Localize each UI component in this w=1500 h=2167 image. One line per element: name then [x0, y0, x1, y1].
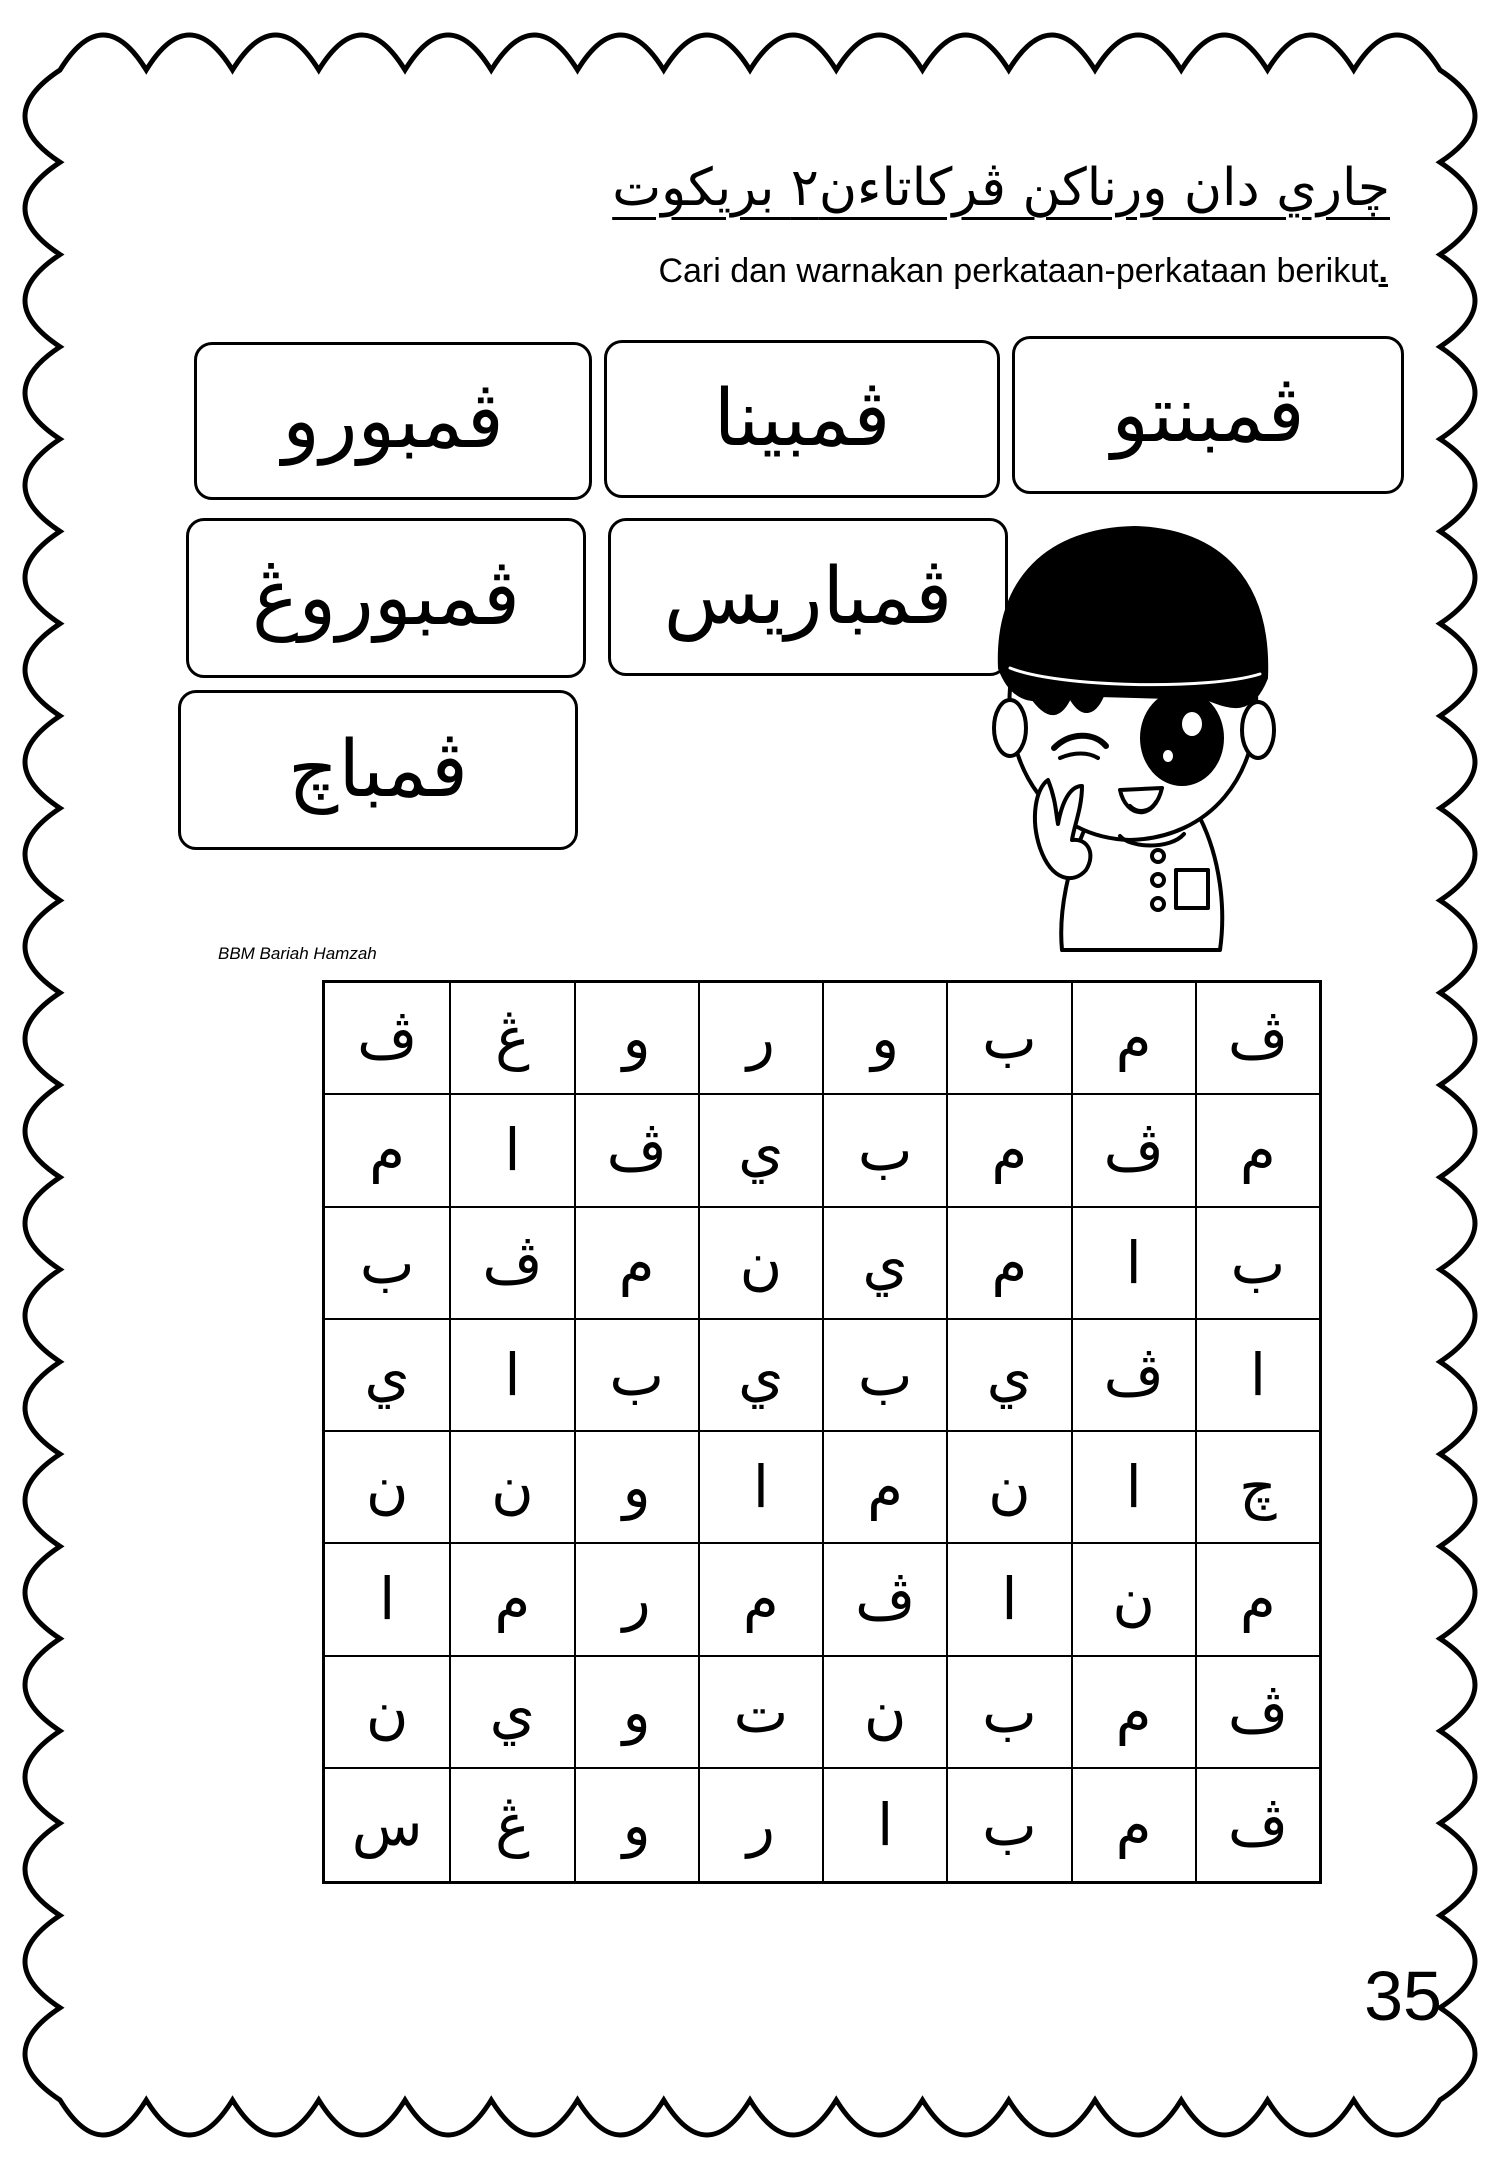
grid-cell[interactable]: ا [449, 1095, 573, 1207]
grid-cell[interactable]: م [946, 1208, 1070, 1320]
grid-cell[interactable]: ڤ [1071, 1095, 1195, 1207]
grid-cell[interactable]: ي [325, 1320, 449, 1432]
grid-cell[interactable]: ڠ [449, 1769, 573, 1881]
grid-cell[interactable]: ن [325, 1432, 449, 1544]
grid-cell[interactable]: و [822, 983, 946, 1095]
grid-cell[interactable]: م [1195, 1095, 1319, 1207]
grid-cell[interactable]: ڤ [325, 983, 449, 1095]
grid-cell[interactable]: ڤ [1195, 1769, 1319, 1881]
grid-cell[interactable]: م [698, 1544, 822, 1656]
grid-cell[interactable]: ب [946, 1657, 1070, 1769]
grid-cell[interactable]: ا [822, 1769, 946, 1881]
grid-cell[interactable]: م [1071, 983, 1195, 1095]
grid-cell[interactable]: ڤ [1071, 1320, 1195, 1432]
word-text: ڤمبورو [282, 376, 504, 466]
grid-cell[interactable]: م [946, 1095, 1070, 1207]
grid-cell[interactable]: ب [325, 1208, 449, 1320]
grid-cell[interactable]: ت [698, 1657, 822, 1769]
grid-cell[interactable]: ب [822, 1095, 946, 1207]
grid-cell[interactable]: س [351, 1790, 423, 1859]
grid-cell[interactable]: ب [822, 1320, 946, 1432]
grid-cell[interactable]: ا [1071, 1432, 1195, 1544]
word-box-1 [1012, 336, 1404, 494]
grid-cell[interactable]: ا [325, 1544, 449, 1656]
grid-cell[interactable]: ن [698, 1208, 822, 1320]
grid-cell[interactable]: ب [574, 1320, 698, 1432]
grid-cell[interactable]: ي [698, 1320, 822, 1432]
grid-cell[interactable]: ر [574, 1544, 698, 1656]
grid-cell[interactable]: م [325, 1095, 449, 1207]
grid-cell[interactable]: و [574, 1432, 698, 1544]
word-box-6 [178, 690, 578, 850]
grid-cell[interactable]: و [574, 983, 698, 1095]
grid-cell[interactable]: ب [946, 1769, 1070, 1881]
word-text: ڤمبوروڠ [251, 553, 521, 643]
word-text: ڤمبينا [713, 374, 891, 464]
grid-cell[interactable]: ر [698, 1769, 822, 1881]
subtitle-text: Cari dan warnakan perkataan-perkataan berikut [658, 252, 1379, 290]
grid-cell[interactable]: و [574, 1769, 698, 1881]
grid-cell[interactable]: ي [698, 1095, 822, 1207]
grid-cell[interactable]: م [574, 1208, 698, 1320]
word-text: ڤمباچ [287, 725, 469, 815]
grid-cell[interactable]: ڠ [449, 983, 573, 1095]
grid-cell[interactable]: ي [946, 1320, 1070, 1432]
grid-cell[interactable]: ب [946, 983, 1070, 1095]
grid-cell[interactable]: م [822, 1432, 946, 1544]
credit-text: BBM Bariah Hamzah [218, 944, 377, 963]
worksheet-title-jawi: چاري دان ورناکن ڤرکاتاءن٢ بريکوت [612, 158, 1390, 218]
grid-cell[interactable]: م [1071, 1657, 1195, 1769]
word-box-5 [186, 518, 586, 678]
grid-cell[interactable]: ڤ [822, 1544, 946, 1656]
grid-cell[interactable]: ا [1195, 1320, 1319, 1432]
grid-cell[interactable]: ڤ [1195, 1657, 1319, 1769]
grid-cell[interactable]: م [1071, 1769, 1195, 1881]
subtitle-period: . [1378, 252, 1388, 290]
grid-cell[interactable]: ڤ [1195, 983, 1319, 1095]
worksheet-subtitle [658, 252, 1388, 291]
word-box-2 [604, 340, 1000, 498]
word-box-3 [194, 342, 592, 500]
grid-cell[interactable]: ا [449, 1320, 573, 1432]
grid-cell[interactable]: ا [946, 1544, 1070, 1656]
word-box-4 [608, 518, 1008, 676]
grid-cell[interactable]: ر [698, 983, 822, 1095]
grid-cell[interactable]: ن [1071, 1544, 1195, 1656]
grid-cell[interactable]: ڤ [574, 1095, 698, 1207]
word-text: ڤمباريس [663, 552, 953, 642]
grid-cell[interactable]: ب [1195, 1208, 1319, 1320]
grid-cell[interactable]: ي [449, 1657, 573, 1769]
grid-cell[interactable]: ي [822, 1208, 946, 1320]
grid-cell[interactable]: ن [325, 1657, 449, 1769]
grid-cell[interactable]: ن [946, 1432, 1070, 1544]
grid-cell[interactable]: ا [698, 1432, 822, 1544]
grid-cell[interactable]: و [574, 1657, 698, 1769]
grid-cell[interactable]: چ [1195, 1432, 1319, 1544]
grid-cell[interactable]: ن [449, 1432, 573, 1544]
grid-cell[interactable]: م [449, 1544, 573, 1656]
grid-cell[interactable]: ن [822, 1657, 946, 1769]
grid-cell[interactable]: ا [1071, 1208, 1195, 1320]
grid-cell[interactable]: م [1195, 1544, 1319, 1656]
boy-mascot-illustration [970, 518, 1310, 958]
page-number: 35 [1364, 1957, 1442, 2035]
word-text: ڤمبنتو [1111, 370, 1305, 460]
word-search-grid [322, 980, 1322, 1884]
grid-cell[interactable]: ڤ [449, 1208, 573, 1320]
